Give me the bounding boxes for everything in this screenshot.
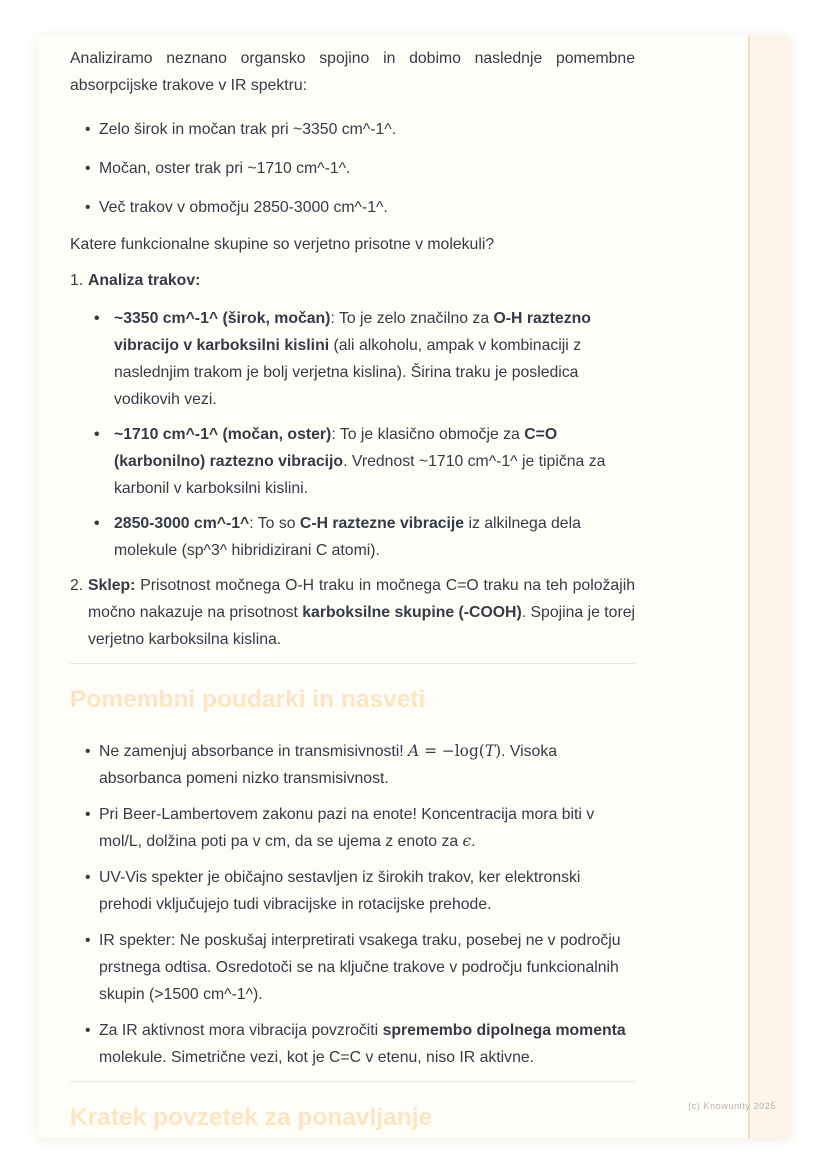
conclusion-text: Sklep: Prisotnost močnega O-H traku in močnega C=O traku na teh položajih močno nakazuje na prisotnost karboksilne skupine (-COOH). Spojina je torej verjetno karboksilna kislina. (88, 577, 635, 648)
document-page (38, 35, 790, 1138)
list-item: • IR spekter: Ne poskušaj interpretirati vsakega traku, posebej ne v področju prstnega odtisa. Osredotoči se na ključne trakove v področju funkcionalnih skupin (>1500 cm^-1^). (70, 927, 635, 1008)
list-item: • Ne zamenjuj absorbance in transmisivnosti! A = −log(T). Visoka absorbanca pomeni nizko transmisivnost. (70, 738, 635, 792)
watermark: (c) Knowunity 2025 (688, 1101, 776, 1111)
question-paragraph: Katere funkcionalne skupine so verjetno prisotne v molekuli? (70, 236, 495, 253)
ir-bands-list (70, 116, 635, 221)
page-margin-line (748, 35, 750, 1138)
analysis-sublist (88, 305, 635, 564)
list-item: • Več trakov v območju 2850-3000 cm^-1^. (70, 194, 635, 221)
list-item: • ~1710 cm^-1^ (močan, oster): To je klasično območje za C=O (karbonilno) raztezno vibracijo. Vrednost ~1710 cm^-1^ je tipična za karbonil v karboksilni kislini. (88, 421, 635, 502)
list-item: • Močan, oster trak pri ~1710 cm^-1^. (70, 155, 635, 182)
page-right-margin (750, 35, 790, 1138)
list-item: • Zelo širok in močan trak pri ~3350 cm^-1^. (70, 116, 635, 143)
tips-heading: Pomembni poudarki in nasveti (70, 686, 426, 713)
list-item: • 2850-3000 cm^-1^: To so C-H raztezne vibracije iz alkilnega dela molekule (sp^3^ hibridizirani C atomi). (88, 510, 635, 564)
list-number: 2. (70, 577, 84, 594)
list-item: • Za IR aktivnost mora vibracija povzročiti spremembo dipolnega momenta molekule. Simetrične vezi, kot je C=C v etenu, niso IR aktivne. (70, 1017, 635, 1071)
analysis-item-1 (70, 267, 635, 564)
analysis-item-1-title: Analiza trakov: (88, 272, 201, 289)
divider (70, 1081, 635, 1082)
tips-list (70, 738, 635, 1071)
divider (70, 663, 635, 664)
list-item: • Pri Beer-Lambertovem zakonu pazi na enote! Koncentracija mora biti v mol/L, dolžina poti pa v cm, da se ujema z enoto za ϵ. (70, 801, 635, 855)
document-content (70, 45, 635, 1133)
list-item: • UV-Vis spekter je običajno sestavljen iz širokih trakov, ker elektronski prehodi vključujejo tudi vibracijske in rotacijske prehode. (70, 864, 635, 918)
list-item: • ~3350 cm^-1^ (širok, močan): To je zelo značilno za O-H raztezno vibracijo v karboksilni kislini (ali alkoholu, ampak v kombinaciji z naslednjim trakom je bolj verjetna kislina). Širina traku je posledica vodikovih vezi. (88, 305, 635, 413)
analysis-item-2 (70, 572, 635, 653)
intro-paragraph: Analiziramo neznano organsko spojino in dobimo naslednje pomembne absorpcijske trakove v IR spektru: (70, 50, 635, 94)
analysis-list (70, 267, 635, 653)
summary-heading: Kratek povzetek za ponavljanje (70, 1104, 433, 1131)
list-number: 1. (70, 272, 84, 289)
